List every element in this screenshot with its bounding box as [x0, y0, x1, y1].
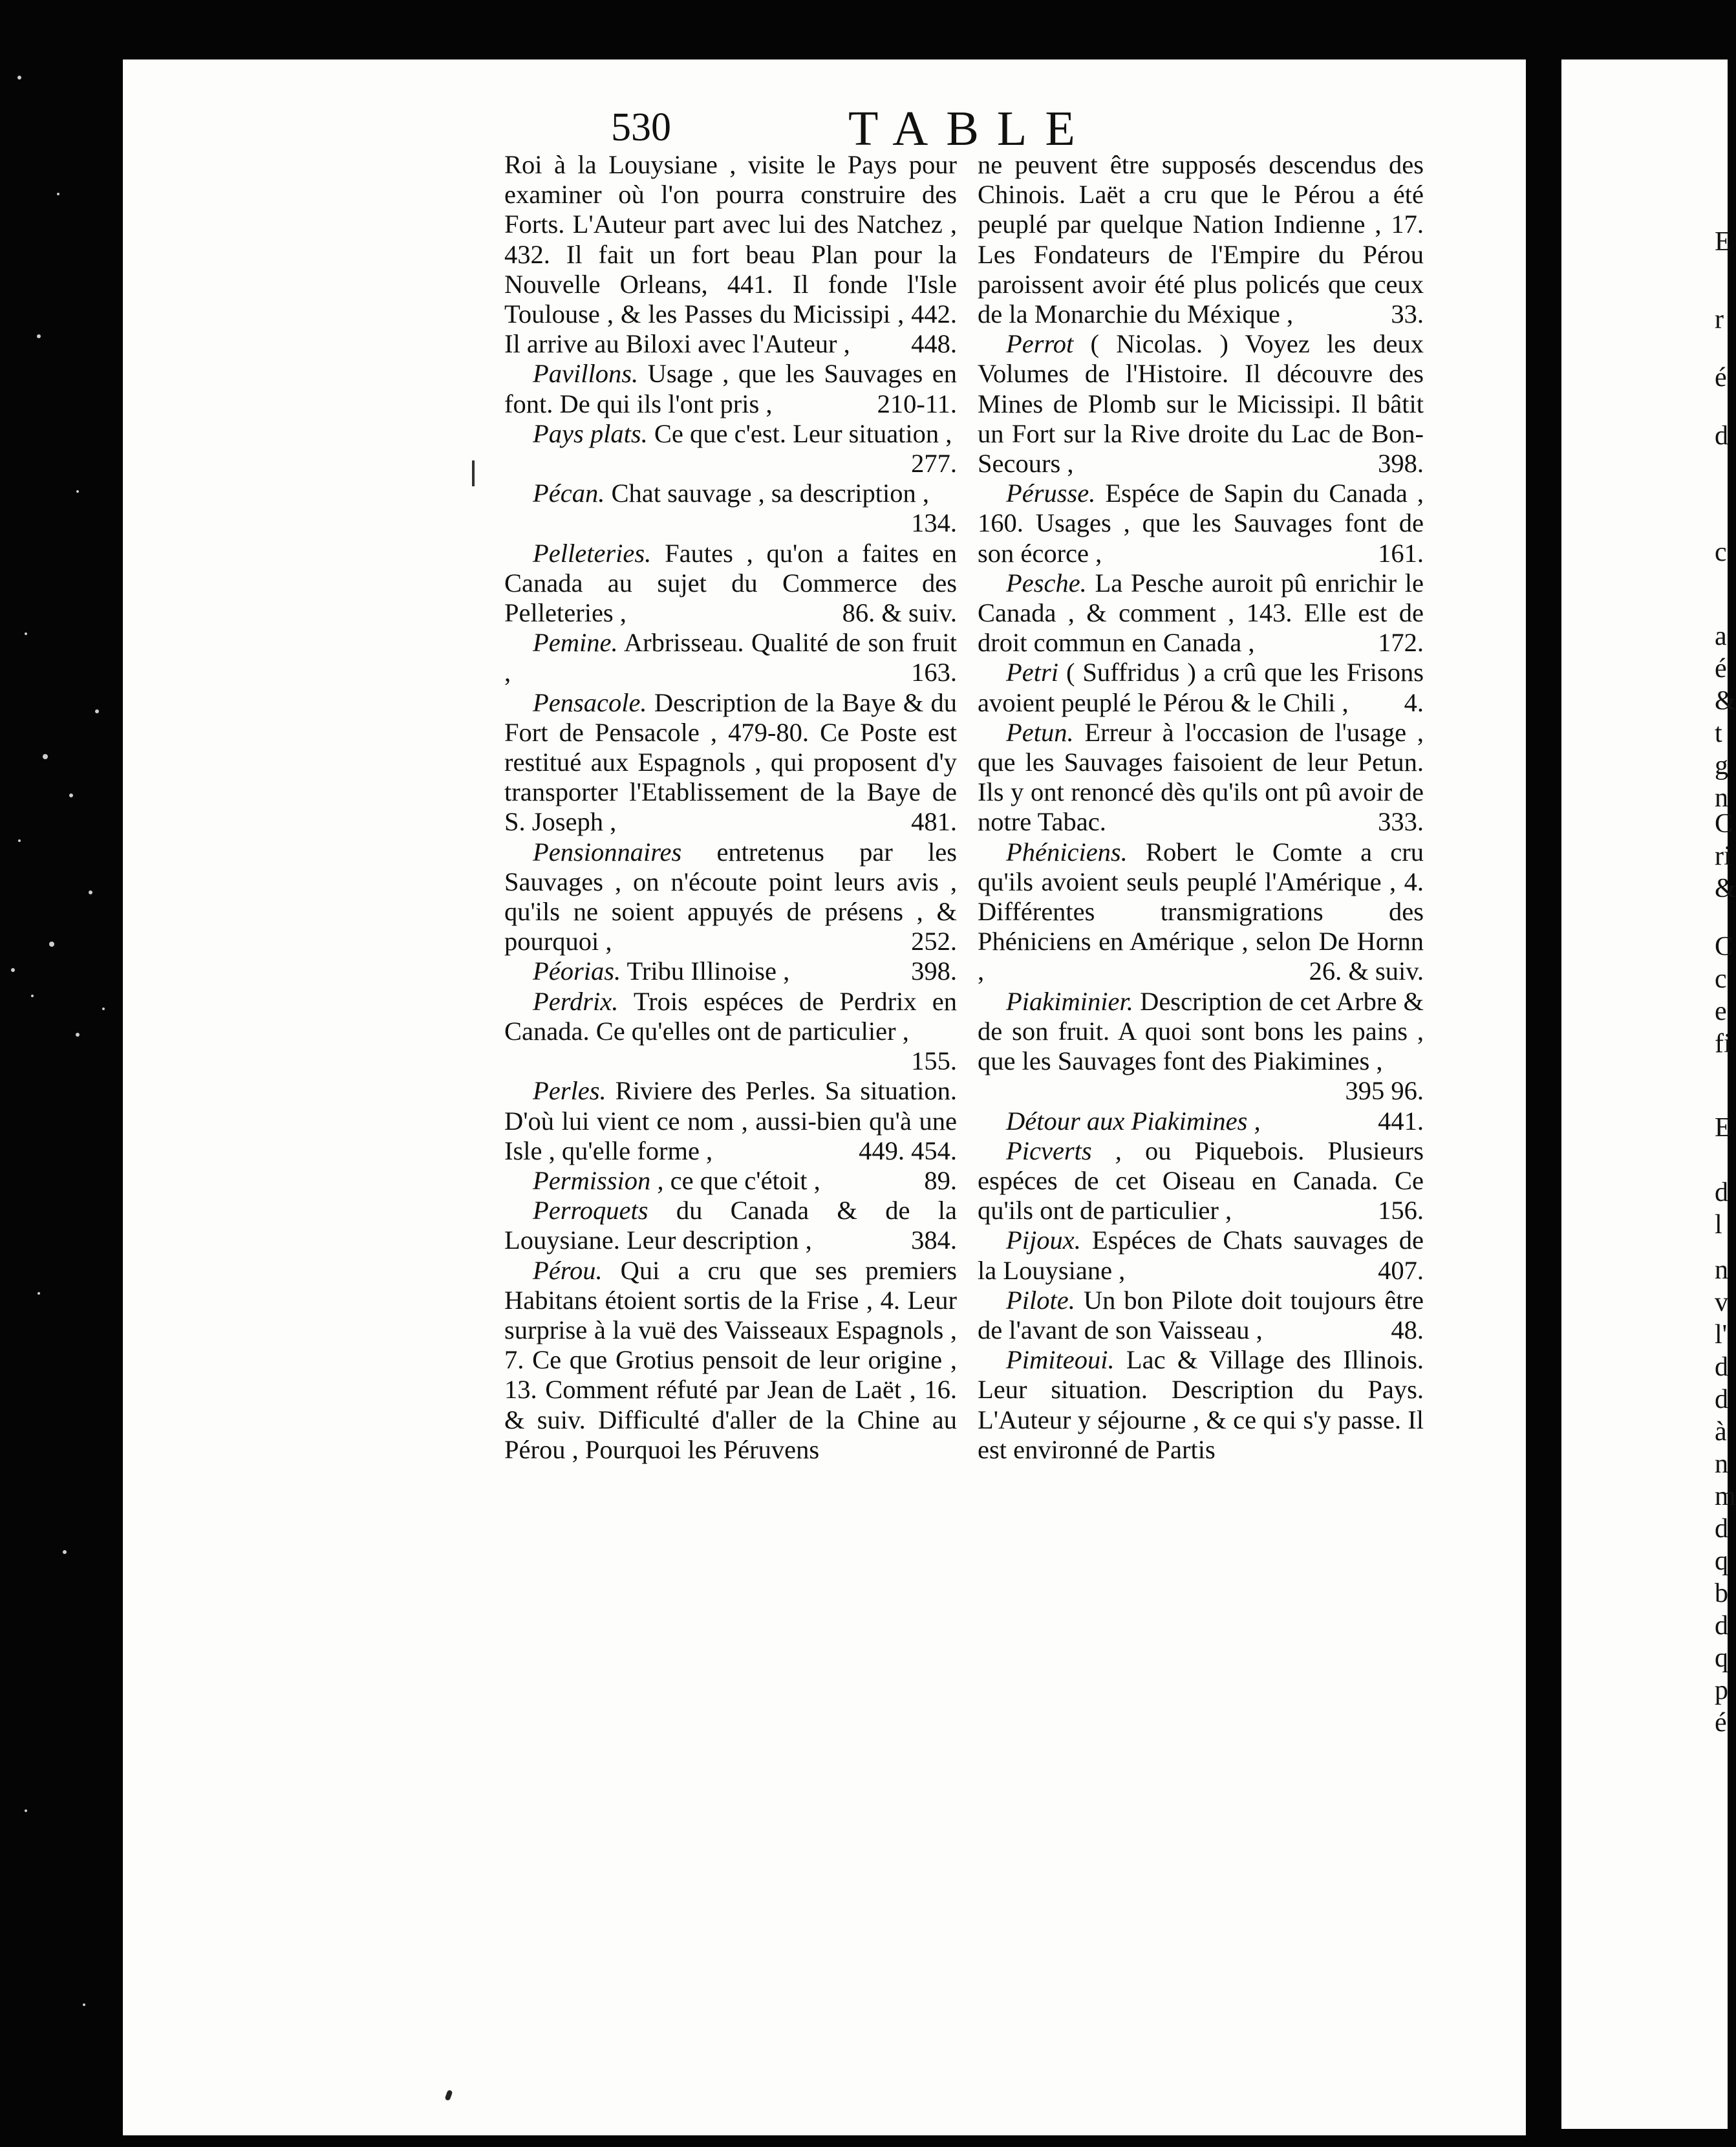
- right-page-fragment: b: [1715, 1579, 1728, 1608]
- entry-headword: Pécan.: [533, 479, 605, 508]
- entry-headword: Phéniciens.: [1006, 837, 1128, 867]
- right-page-fragment: d: [1715, 1352, 1728, 1382]
- entry-headword: Perroquets: [533, 1196, 648, 1225]
- entry-headword: Perrot: [1006, 329, 1074, 359]
- index-entry-picverts: [978, 1136, 1424, 1226]
- entry-page-ref: 277.: [911, 449, 957, 479]
- entry-headword: Pays plats.: [533, 418, 648, 448]
- index-entry-pheniciens: [978, 837, 1424, 987]
- entry-text: Fautes , qu'on a faites en Canada au sujet du Commerce des Pelleteries ,: [504, 538, 958, 628]
- entry-text: ce que c'étoit ,: [670, 1165, 820, 1195]
- entry-text: ou Piquebois. Plusieurs espéces de cet Oiseau en Canada. Ce qu'ils ont de particulier ,: [978, 1136, 1424, 1225]
- entry-page-ref: 384.: [911, 1225, 957, 1255]
- right-page-fragment: n: [1715, 783, 1728, 813]
- entry-page-ref: 398.: [911, 956, 957, 986]
- index-entry-pays-plats: [504, 419, 957, 479]
- index-entry-perou-cont: [978, 150, 1424, 329]
- index-entry-pesche: [978, 568, 1424, 658]
- index-entry-detour: [978, 1106, 1424, 1136]
- entry-headword: Pimiteoui.: [1006, 1345, 1115, 1375]
- right-page-fragment: a: [1715, 621, 1727, 651]
- entry-page-ref: 134.: [911, 508, 957, 538]
- entry-text: Arbrisseau. Qualité de son fruit ,: [504, 628, 957, 687]
- entry-text: La Pesche auroit pû enrichir le Canada , & comment , 143. Elle est de droit commun en Canada ,: [978, 568, 1424, 658]
- right-page-fragment: e: [1715, 997, 1727, 1026]
- entry-page-ref: 407.: [1378, 1255, 1424, 1285]
- entry-page-ref: 26. & suiv.: [1309, 956, 1424, 986]
- right-page-fragment: c: [1715, 537, 1727, 567]
- margin-mark: [472, 460, 475, 486]
- index-column-left: [504, 150, 957, 1465]
- entry-text: Espéces de Chats sauvages de la Louysiane ,: [978, 1225, 1424, 1285]
- index-entry-pilote: [978, 1286, 1424, 1345]
- right-page-fragment: r: [1715, 305, 1724, 334]
- index-column-right: [978, 150, 1424, 1465]
- entry-headword: Détour aux Piakimines ,: [1006, 1106, 1261, 1136]
- index-entry-perles: [504, 1076, 957, 1166]
- index-entry-cont: [504, 150, 957, 359]
- index-entry-pelleteries: [504, 539, 957, 629]
- entry-text: Chat sauvage , sa description ,: [611, 479, 929, 508]
- entry-headword: Pelleteries.: [533, 538, 652, 568]
- entry-text: ( Nicolas. ) Voyez les deux Volumes de l'Histoire. Il découvre des Mines de Plomb sur le Micissipi. Il bâtit un Fort sur la Rive droite du Lac de Bon-Secours ,: [978, 329, 1424, 479]
- index-entry-pijoux: [978, 1225, 1424, 1285]
- right-page-fragment: C: [1715, 809, 1733, 839]
- entry-headword: Pérusse.: [1006, 479, 1096, 508]
- index-entry-piakiminier: [978, 987, 1424, 1106]
- right-page-fragment: n: [1715, 1255, 1728, 1285]
- right-page-fragment: d: [1715, 1611, 1728, 1641]
- entry-headword: Petri: [1006, 658, 1058, 687]
- right-page-fragment: E: [1715, 1113, 1731, 1143]
- right-page-fragment: d: [1715, 1178, 1728, 1207]
- right-page-fragment: ri: [1715, 841, 1731, 871]
- index-entry-perrot: [978, 329, 1424, 479]
- entry-text: du Canada & de la Louysiane. Leur description ,: [504, 1196, 957, 1255]
- entry-text: Lac & Village des Illinois. Leur situation. Description du Pays. L'Auteur y séjourne , & ce qui s'y passe. Il est environné de Partis: [978, 1345, 1424, 1464]
- entry-page-ref: 333.: [1378, 807, 1424, 837]
- scan-border-specks: [0, 0, 116, 2147]
- right-page-fragment: C: [1715, 932, 1733, 962]
- entry-page-ref: 155.: [911, 1046, 957, 1076]
- entry-headword: Permission ,: [533, 1165, 664, 1195]
- right-page-fragment: é: [1715, 363, 1727, 393]
- entry-headword: Perdrix.: [533, 986, 619, 1016]
- entry-page-ref: 398.: [1378, 449, 1424, 479]
- index-entry-perusse: [978, 479, 1424, 568]
- index-entry-perdrix: [504, 987, 957, 1077]
- entry-text: Un bon Pilote doit toujours être de l'avant de son Vaisseau ,: [978, 1285, 1424, 1344]
- running-title: TABLE: [848, 102, 1093, 156]
- index-entry-permission: [504, 1166, 957, 1196]
- entry-headword: Péorias.: [533, 956, 621, 986]
- right-page-fragment: m: [1715, 1482, 1736, 1511]
- entry-headword: Pensacole.: [533, 687, 647, 717]
- entry-headword: Pijoux.: [1006, 1225, 1081, 1255]
- entry-page-ref: 395 96.: [1345, 1076, 1424, 1106]
- right-page-fragment: l': [1715, 1320, 1728, 1350]
- right-page-fragment: &: [1715, 686, 1736, 716]
- index-entry-perroquets: [504, 1196, 957, 1255]
- index-entry-pimiteoui: [978, 1345, 1424, 1465]
- entry-headword: Piakiminier.: [1006, 986, 1133, 1016]
- entry-page-ref: 172.: [1378, 628, 1424, 658]
- entry-text: Espéce de Sapin du Canada , 160. Usages , que les Sauvages font de son écorce ,: [978, 479, 1424, 568]
- index-entry-pavillons: [504, 359, 957, 418]
- entry-text: Description de cet Arbre & de son fruit. A quoi sont bons les pains , que les Sauvages font des Piakimines ,: [978, 986, 1424, 1076]
- entry-page-ref: 441.: [1378, 1106, 1424, 1136]
- entry-text: Robert le Comte a cru qu'ils avoient seuls peuplé l'Amérique , 4. Différentes transmigrations des Phéniciens en Amérique , selon De Hornn ,: [978, 837, 1424, 986]
- entry-headword: Perles.: [533, 1076, 606, 1106]
- entry-page-ref: 449. 454.: [859, 1136, 957, 1165]
- right-page-fragment: E: [1715, 227, 1731, 257]
- right-page-fragment: g: [1715, 751, 1728, 781]
- entry-text: Ce que c'est. Leur situation ,: [654, 418, 952, 448]
- right-page-fragment: d: [1715, 1514, 1728, 1544]
- entry-headword: Pesche.: [1006, 568, 1087, 598]
- entry-headword: Pemine.: [533, 628, 618, 658]
- entry-page-ref: 86. & suiv.: [842, 598, 957, 628]
- right-page-fragment: v: [1715, 1288, 1728, 1317]
- right-page-fragment: d: [1715, 421, 1728, 451]
- right-page-fragment: fi: [1715, 1029, 1731, 1059]
- right-page-fragment: é: [1715, 654, 1727, 684]
- right-page-fragment: q: [1715, 1643, 1728, 1673]
- entry-page-ref: 89.: [924, 1165, 957, 1195]
- entry-text: ne peuvent être supposés descendus des Chinois. Laët a cru que le Pérou a été peuplé par quelque Nation Indienne , 17. Les Fondateurs de l'Empire du Pérou paroissent avoir été plus policés que ceux de la Monarchie du Méxique ,: [978, 150, 1424, 329]
- entry-page-ref: 4.: [1404, 687, 1424, 717]
- entry-text: ( Suffridus ) a crû que les Frisons avoient peuplé le Pérou & le Chili ,: [978, 658, 1424, 717]
- index-entry-pensionnaires: [504, 837, 957, 957]
- index-entry-petri: [978, 658, 1424, 717]
- entry-page-ref: 210-11.: [877, 389, 957, 418]
- entry-text: Trois espéces de Perdrix en Canada. Ce qu'elles ont de particulier ,: [504, 986, 957, 1046]
- entry-headword: Pavillons.: [533, 359, 639, 389]
- entry-headword: Pensionnaires: [533, 837, 682, 867]
- right-page-edge: [1561, 59, 1728, 2129]
- entry-headword: Pérou.: [533, 1255, 603, 1285]
- right-page-fragment: d: [1715, 1385, 1728, 1414]
- right-page-fragment: t: [1715, 718, 1722, 748]
- ink-speck: [445, 2089, 453, 2101]
- right-page-fragment: &: [1715, 874, 1736, 903]
- entry-text: entretenus par les Sauvages , on n'écoute point leurs avis , qu'ils ne soient appuyés de présens , & pourquoi ,: [504, 837, 958, 956]
- entry-page-ref: 161.: [1378, 538, 1424, 568]
- entry-headword: Petun.: [1006, 717, 1074, 747]
- entry-page-ref: 48.: [1391, 1315, 1424, 1344]
- right-page-fragment: à: [1715, 1417, 1727, 1447]
- index-entry-peorias: [504, 956, 957, 986]
- entry-page-ref: 448.: [911, 329, 957, 359]
- index-entry-pemine: [504, 628, 957, 687]
- entry-page-ref: 156.: [1378, 1196, 1424, 1225]
- entry-text: Tribu Illinoise ,: [627, 956, 790, 986]
- entry-headword: Picverts ,: [1006, 1136, 1122, 1165]
- right-page-fragment: l: [1715, 1210, 1722, 1240]
- right-page-fragment: c: [1715, 964, 1727, 994]
- entry-page-ref: 252.: [911, 927, 957, 956]
- entry-text: Riviere des Perles. Sa situation. D'où lui vient ce nom , aussi-bien qu'à une Isle , qu'elle forme ,: [504, 1076, 957, 1165]
- entry-page-ref: 481.: [911, 807, 957, 837]
- index-entry-pecan: [504, 479, 957, 538]
- index-entry-perou: [504, 1256, 957, 1465]
- entry-text: Roi à la Louysiane , visite le Pays pour examiner où l'on pourra construire des Forts. L'Auteur part avec lui des Natchez , 432. Il fait un fort beau Plan pour la Nouvelle Orleans, 441. Il fonde l'Isle Toulouse , & les Passes du Micissipi , 442. Il arrive au Biloxi avec l'Auteur ,: [504, 150, 957, 359]
- right-page-fragment: n: [1715, 1449, 1728, 1479]
- entry-page-ref: 33.: [1391, 299, 1424, 329]
- right-page-fragment: é: [1715, 1708, 1727, 1738]
- index-entry-petun: [978, 718, 1424, 837]
- entry-headword: Pilote.: [1006, 1285, 1075, 1315]
- entry-text: Description de la Baye & du Fort de Pensacole , 479-80. Ce Poste est restitué aux Espagnols , qui proposent d'y transporter l'Etablissement de la Baye de S. Joseph ,: [504, 687, 958, 837]
- entry-text: Usage , que les Sauvages en font. De qui ils l'ont pris ,: [504, 359, 957, 418]
- right-page-fragment: p: [1715, 1676, 1728, 1705]
- page-number: 530: [611, 105, 671, 149]
- entry-text: Erreur à l'occasion de l'usage , que les Sauvages faisoient de leur Petun. Ils y ont renoncé dès qu'ils ont pû avoir de notre Tabac.: [978, 717, 1424, 837]
- right-page-fragment: q: [1715, 1546, 1728, 1576]
- entry-page-ref: 163.: [911, 658, 957, 687]
- index-entry-pensacole: [504, 688, 957, 837]
- entry-text: Qui a cru que ses premiers Habitans étoient sortis de la Frise , 4. Leur surprise à la vuë des Vaisseaux Espagnols , 7. Ce que Grotius pensoit de leur origine , 13. Comment réfuté par Jean de Laët , 16. & suiv. Difficulté d'aller de la Chine au Pérou , Pourquoi les Péruvens: [504, 1255, 957, 1464]
